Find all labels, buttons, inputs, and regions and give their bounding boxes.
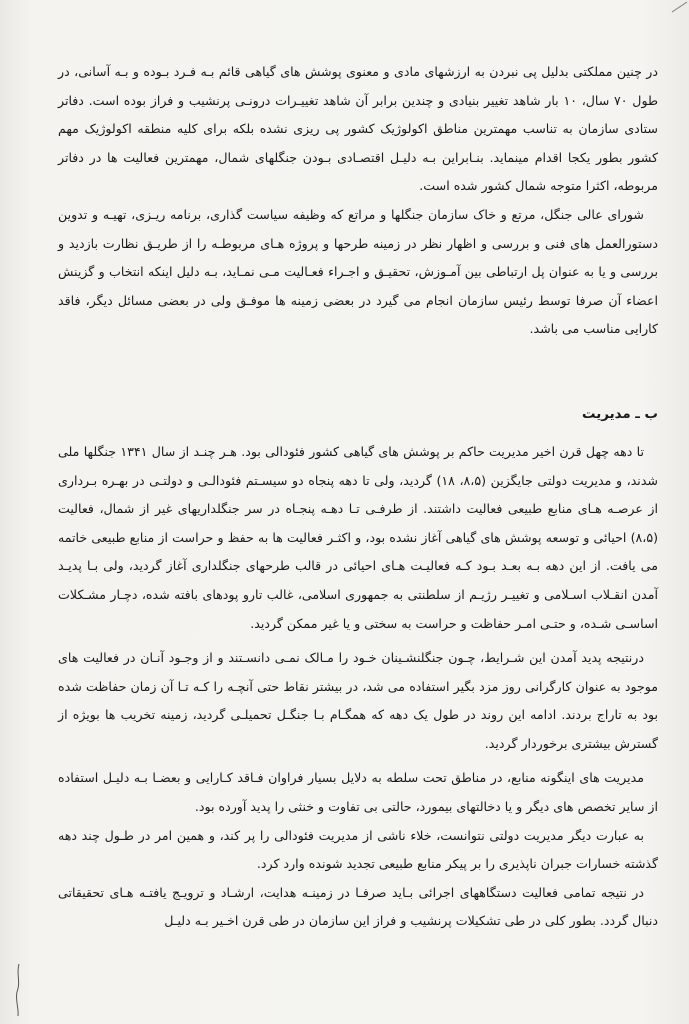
section-spacer bbox=[58, 344, 658, 402]
paragraph-management-types: مدیریت های اینگونه منابع، در مناطق تحت سلطه به دلایل بسیار فراوان فـاقد کـارایی و بعضـا بـه دلیـل استفاده از سایر تخصص های دیگر و یا دخالتهای بیمورد، حالتی بی تفاوت و خنثی را پدید آورده بود. bbox=[58, 770, 658, 815]
paragraph-conclusion: در نتیجه تمامی فعالیت دستگاههای اجرائی بـاید صرفـا در زمینـه هدایت، ارشـاد و ترویـج یافتـه هـای تحقیقاتی دنبال گردد. بطور کلی در طی تشکیلات پرنشیب و فراز این سازمان در طی قرن اخـیر بـه دلیـل bbox=[58, 884, 658, 929]
paragraph-supreme-council: شورای عالی جنگل، مرتع و خاک سازمان جنگلها و مراتع که وظیفه سیاست گذاری، برنامه ریـزی، تهیـه و تدوین دستورالعمل های فنی و بررسی و اظهار نظر در زمینه طرحها و پروژه هـای مربوطـه را از طریـق نظارت بازدید و بررسی و یا به عنوان پل ارتباطی بین آمـوزش، تحقیـق و اجـراء فعـالیت مـی نمـاید، بـه دلیل اینکه انتخاب و گزینش اعضاء آن صرفا توسط رئیس سازمان انجام می گیرد در بعضی زمینه ها موفـق ولی در بعضی مسائل دیگر، فاقد کارایی مناسب می باشد. bbox=[58, 206, 658, 337]
page-corner-mark bbox=[670, 0, 689, 14]
section-heading: ب ـ مدیریت bbox=[582, 406, 658, 422]
paragraph-state-management: به عبارت دیگر مدیریت دولتی نتوانست، خلاء ناشی از مدیریت فئودالی را پر کند، و همین امر در طـول چند دهه گذشته خسارات جبران ناپذیری را بر پیکر منابع طبیعی تجدید شونده وارد کرد. bbox=[58, 827, 658, 872]
paragraph-consequences: درنتیجه پدید آمدن این شـرایط، چـون جنگلنشـینان خـود را مـالک نمـی دانسـتند و از وجـود آنـان در فعالیت های موجود به عنوان کارگرانی روز مزد بگیر استفاده می شد، در بیشتر نقاط حتی آنچـه را کـه تـا آن زمان حفاظت شده بود به تاراج بردند. ادامه این روند در طول یک دهه که همگـام بـا جنگـل تحمیلـی گردید، زمینه تخریب ها بویژه از گسترش بیشتری برخوردار گردید. bbox=[58, 650, 658, 751]
paragraph-intro: در چنین مملکتی بدلیل پی نبردن به ارزشهای مادی و معنوی پوشش های گیاهی قائم بـه فـرد بـوده و بـه آسانی، در طول ۷۰ سال، ۱۰ بار شاهد تغییر بنیادی و چندین برابر آن شاهد تغییـرات درونـی پرنشیب و فراز بوده است. دفاتر ستادی سازمان به تناسب مهمترین مناطق اکولوژیک کشور پی ریزی نشده بلکه برای کلیه منطقه اکولوژیک مهم کشور بطور یکجا اقدام مینماید. بنـابراین بـه دلیـل اقتصـادی بـودن جنگلهای شمال، مهمترین فعالیت ها در دفاتر مربوطه، اکثرا متوجه شمال کشور شده است. bbox=[58, 64, 658, 194]
document-body bbox=[58, 58, 658, 936]
margin-pencil-mark bbox=[10, 960, 26, 1020]
paragraph-management-history: تا دهه چهل قرن اخیر مدیریت حاکم بر پوشش های گیاهی کشور فئودالی بود. هـر چنـد از سال ۱۳۴۱ جنگلها ملی شدند، و مدیریت دولتی جایگزین (۸،۵، ۱۸) گردید، ولی تا دهه پنجاه دو سیسـتم فئودالـی و دولتـی در بهـره بـرداری از عرصـه هـای منابع طبیعی فعالیت داشتند. از طرفـی تـا دهـه پنجـاه در سر جنگلداریهای غیر از شمال، فعالیت (۸،۵) احیائی و توسعه پوشش های گیاهی آغاز نشده بود، و اکثـر فعالیت ها به حفظ و حراست از منابع طبیعی خاتمه می یافت. از این دهه بـه بعـد بـود کـه فعالیـت هـای احیائی در قالب طرحهای جنگلداری آغاز گردید، ولی بـا پدیـد آمدن انقـلاب اسـلامی و تغییـر رژیـم از سلطنتی به جمهوری اسلامی، غالب تارو پودهای بافته شده، دچـار مشـکلات اساسـی شـده، و حتـی امـر حفاظت و حراست به سختی و یا غیر ممکن گردید. bbox=[58, 443, 658, 631]
